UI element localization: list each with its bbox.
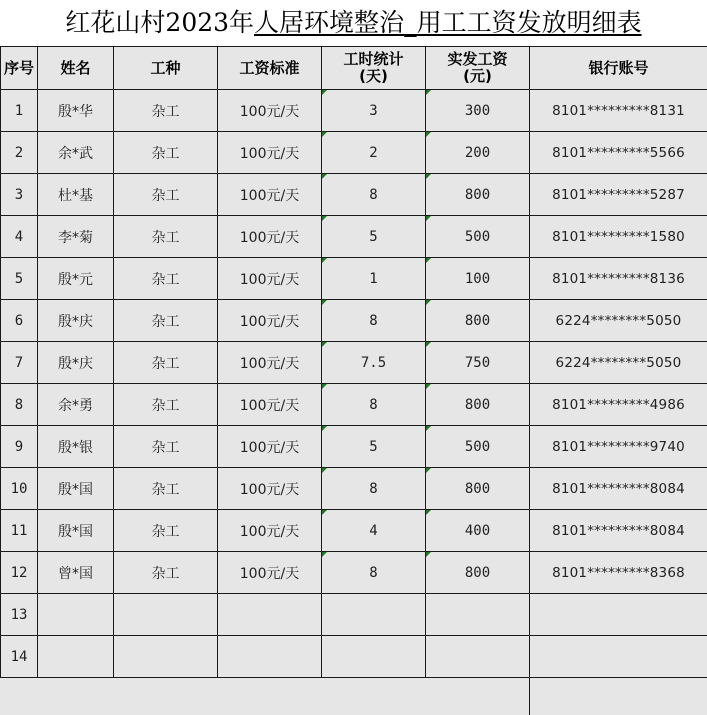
cell-pay[interactable] [426, 636, 530, 678]
cell-name[interactable]: 余*武 [38, 132, 114, 174]
cell-account[interactable]: 8101*********8084 [530, 468, 707, 510]
cell-job[interactable] [114, 594, 218, 636]
cell-job[interactable]: 杂工 [114, 342, 218, 384]
table-row [1, 216, 707, 258]
cell-days[interactable]: 1 [322, 258, 426, 300]
cell-name[interactable]: 李*菊 [38, 216, 114, 258]
cell-account[interactable]: 8101*********8136 [530, 258, 707, 300]
cell-seq[interactable]: 5 [1, 258, 38, 300]
cell-days[interactable] [322, 636, 426, 678]
cell-days[interactable]: 5 [322, 216, 426, 258]
cell-rate[interactable]: 100元/天 [218, 216, 322, 258]
cell-seq[interactable]: 6 [1, 300, 38, 342]
cell-job[interactable] [114, 636, 218, 678]
cell-name[interactable]: 殷*庆 [38, 300, 114, 342]
cell-job[interactable]: 杂工 [114, 510, 218, 552]
cell-rate[interactable]: 100元/天 [218, 132, 322, 174]
cell-pay[interactable]: 300 [426, 90, 530, 132]
cell-pay[interactable]: 800 [426, 468, 530, 510]
cell-name[interactable]: 殷*银 [38, 426, 114, 468]
cell-seq[interactable]: 1 [1, 90, 38, 132]
table-row [1, 384, 707, 426]
cell-job[interactable]: 杂工 [114, 174, 218, 216]
cell-seq[interactable]: 12 [1, 552, 38, 594]
cell-seq[interactable]: 8 [1, 384, 38, 426]
title-part2: 人居环境整治 [254, 8, 405, 37]
cell-pay[interactable]: 800 [426, 384, 530, 426]
cell-name[interactable]: 殷*元 [38, 258, 114, 300]
cell-pay[interactable]: 100 [426, 258, 530, 300]
cell-account[interactable]: 8101*********5566 [530, 132, 707, 174]
cell-days[interactable]: 8 [322, 384, 426, 426]
cell-rate[interactable] [218, 636, 322, 678]
cell-days[interactable]: 8 [322, 468, 426, 510]
cell-rate[interactable]: 100元/天 [218, 258, 322, 300]
cell-pay[interactable]: 800 [426, 300, 530, 342]
cell-pay[interactable]: 500 [426, 426, 530, 468]
cell-days[interactable]: 4 [322, 510, 426, 552]
table-row [1, 342, 707, 384]
cell-job[interactable]: 杂工 [114, 216, 218, 258]
cell-job[interactable]: 杂工 [114, 132, 218, 174]
cell-job[interactable]: 杂工 [114, 468, 218, 510]
cell-name[interactable]: 余*勇 [38, 384, 114, 426]
cell-account[interactable]: 6224********5050 [530, 342, 707, 384]
cell-name[interactable] [38, 594, 114, 636]
cell-days[interactable] [322, 594, 426, 636]
cell-seq[interactable]: 13 [1, 594, 38, 636]
cell-account[interactable]: 8101*********8131 [530, 90, 707, 132]
cell-account[interactable]: 8101*********8368 [530, 552, 707, 594]
cell-rate[interactable] [218, 594, 322, 636]
cell-seq[interactable]: 4 [1, 216, 38, 258]
cell-rate[interactable]: 100元/天 [218, 342, 322, 384]
cell-account[interactable]: 6224********5050 [530, 300, 707, 342]
cell-name[interactable]: 殷*庆 [38, 342, 114, 384]
cell-seq[interactable]: 10 [1, 468, 38, 510]
cell-seq[interactable]: 11 [1, 510, 38, 552]
cell-days[interactable]: 7.5 [322, 342, 426, 384]
cell-seq[interactable]: 14 [1, 636, 38, 678]
cell-pay[interactable]: 500 [426, 216, 530, 258]
header-days-line2: (天) [359, 67, 388, 85]
sheet-title [0, 0, 707, 46]
cell-pay[interactable]: 750 [426, 342, 530, 384]
cell-days[interactable]: 5 [322, 426, 426, 468]
table-row [1, 90, 707, 132]
header-seq[interactable]: 序号 [1, 47, 38, 90]
cell-name[interactable]: 曾*国 [38, 552, 114, 594]
cell-pay[interactable]: 400 [426, 510, 530, 552]
cell-days[interactable]: 2 [322, 132, 426, 174]
title-part3: _用工工资发放明细表 [404, 8, 642, 37]
table-row [1, 132, 707, 174]
header-pay-line1: 实发工资 [447, 50, 508, 68]
cell-account[interactable] [530, 594, 707, 636]
cell-job[interactable]: 杂工 [114, 90, 218, 132]
cell-pay[interactable]: 200 [426, 132, 530, 174]
cell-pay[interactable] [426, 594, 530, 636]
cell-days[interactable]: 8 [322, 174, 426, 216]
cell-seq[interactable]: 7 [1, 342, 38, 384]
cell-days[interactable]: 3 [322, 90, 426, 132]
cell-name[interactable]: 殷*国 [38, 468, 114, 510]
header-rate[interactable]: 工资标准 [218, 47, 322, 90]
table-row [1, 258, 707, 300]
cell-job[interactable]: 杂工 [114, 552, 218, 594]
cell-rate[interactable]: 100元/天 [218, 384, 322, 426]
cell-pay[interactable]: 800 [426, 174, 530, 216]
cell-account[interactable]: 8101*********9740 [530, 426, 707, 468]
table-row [1, 468, 707, 510]
cell-account[interactable]: 8101*********1580 [530, 216, 707, 258]
cell-job[interactable]: 杂工 [114, 300, 218, 342]
cell-job[interactable]: 杂工 [114, 426, 218, 468]
header-days-line1: 工时统计 [343, 50, 404, 68]
table-row [1, 174, 707, 216]
cell-rate[interactable]: 100元/天 [218, 552, 322, 594]
wage-table [0, 46, 707, 678]
header-days[interactable] [322, 47, 426, 90]
cell-name[interactable]: 杜*基 [38, 174, 114, 216]
cell-name[interactable]: 殷*华 [38, 90, 114, 132]
cell-rate[interactable]: 100元/天 [218, 90, 322, 132]
header-pay[interactable] [426, 47, 530, 90]
cell-account[interactable]: 8101*********4986 [530, 384, 707, 426]
cell-seq[interactable]: 3 [1, 174, 38, 216]
cell-rate[interactable]: 100元/天 [218, 468, 322, 510]
cell-account[interactable] [530, 636, 707, 678]
cell-days[interactable]: 8 [322, 552, 426, 594]
table-row [1, 510, 707, 552]
cell-job[interactable]: 杂工 [114, 384, 218, 426]
table-row [1, 426, 707, 468]
header-pay-line2: (元) [463, 67, 492, 85]
cell-name[interactable]: 殷*国 [38, 510, 114, 552]
cell-pay[interactable]: 800 [426, 552, 530, 594]
cell-days[interactable]: 8 [322, 300, 426, 342]
cell-account[interactable]: 8101*********5287 [530, 174, 707, 216]
header-name[interactable]: 姓名 [38, 47, 114, 90]
table-row [1, 594, 707, 636]
cell-seq[interactable]: 9 [1, 426, 38, 468]
cell-seq[interactable]: 2 [1, 132, 38, 174]
cell-rate[interactable]: 100元/天 [218, 300, 322, 342]
cell-name[interactable] [38, 636, 114, 678]
cell-rate[interactable]: 100元/天 [218, 174, 322, 216]
sheet-blank-area-right[interactable] [529, 678, 707, 715]
header-account[interactable]: 银行账号 [530, 47, 707, 90]
header-row [1, 47, 707, 90]
title-part1: 红花山村2023年 [65, 8, 255, 37]
header-job[interactable]: 工种 [114, 47, 218, 90]
table-row [1, 300, 707, 342]
table-row [1, 552, 707, 594]
cell-rate[interactable]: 100元/天 [218, 510, 322, 552]
sheet-blank-area[interactable] [0, 678, 529, 715]
cell-account[interactable]: 8101*********8084 [530, 510, 707, 552]
table-row [1, 636, 707, 678]
cell-job[interactable]: 杂工 [114, 258, 218, 300]
cell-rate[interactable]: 100元/天 [218, 426, 322, 468]
